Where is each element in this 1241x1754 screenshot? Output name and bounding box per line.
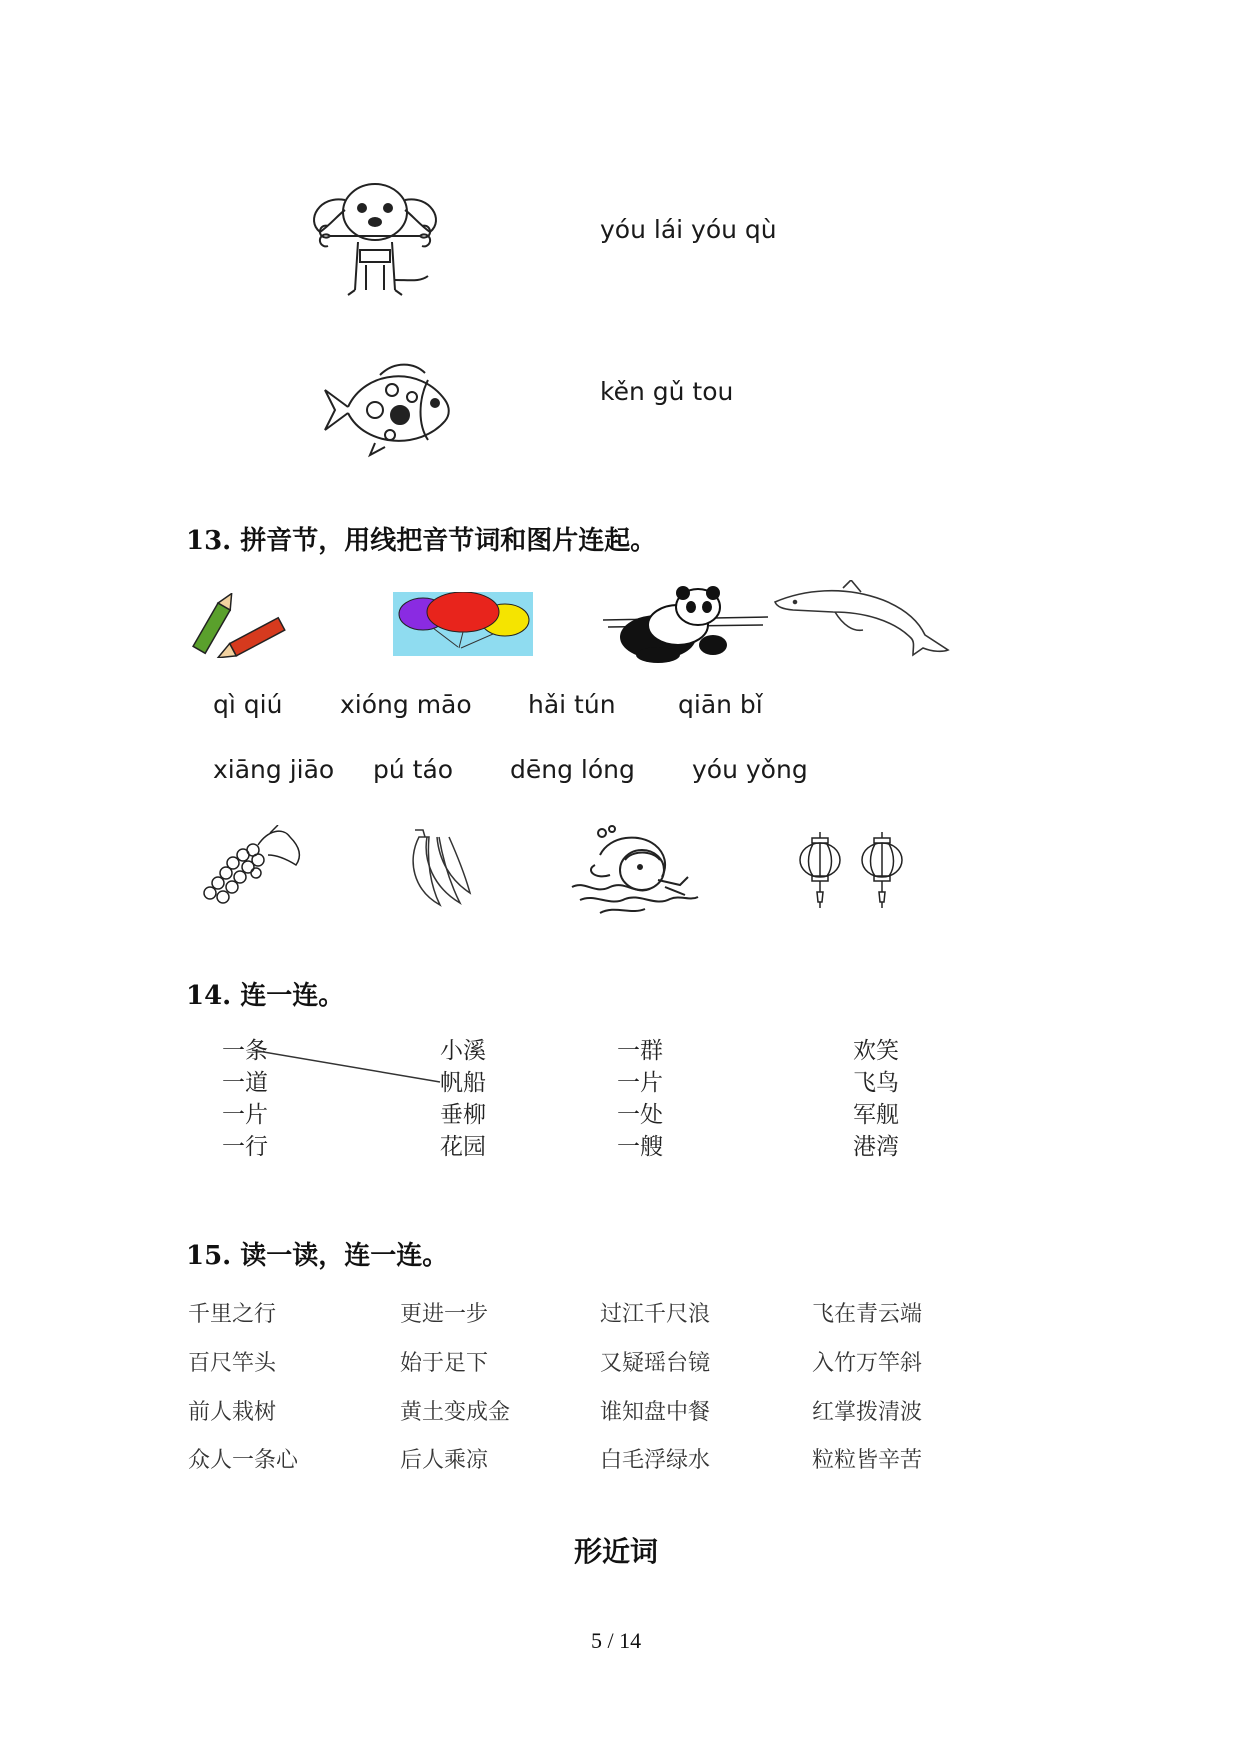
section-title: 形近词 — [574, 1535, 659, 1568]
q15-item[interactable]: 白毛浮绿水 — [600, 1448, 711, 1473]
q14-word[interactable]: 一条 — [222, 1038, 268, 1064]
q15-item[interactable]: 众人一条心 — [188, 1448, 299, 1473]
q14-word[interactable]: 一片 — [222, 1102, 268, 1128]
pinyin-you-yong: yóu yǒng — [692, 755, 808, 784]
q15-item[interactable]: 黄土变成金 — [400, 1400, 511, 1425]
pinyin-xiang-jiao: xiāng jiāo — [213, 755, 335, 784]
q14-word[interactable]: 一艘 — [617, 1134, 663, 1160]
q15-item[interactable]: 粒粒皆辛苦 — [812, 1448, 923, 1473]
q15-item[interactable]: 始于足下 — [400, 1351, 489, 1376]
pinyin-deng-long: dēng lóng — [510, 755, 635, 784]
pinyin-qian-bi: qiān bǐ — [678, 690, 763, 719]
pinyin-dog: yóu lái yóu qù — [600, 215, 777, 244]
q15-item[interactable]: 谁知盘中餐 — [600, 1400, 711, 1425]
q14-word[interactable]: 欢笑 — [853, 1038, 899, 1064]
q15-item[interactable]: 百尺竿头 — [188, 1351, 277, 1376]
pinyin-hai-tun: hǎi tún — [528, 690, 616, 719]
q14-word[interactable]: 小溪 — [440, 1038, 486, 1064]
q15-item[interactable]: 飞在青云端 — [812, 1302, 923, 1327]
q14-word[interactable]: 飞鸟 — [853, 1070, 899, 1096]
q14-word[interactable]: 一道 — [222, 1070, 268, 1096]
q14-word[interactable]: 垂柳 — [440, 1102, 486, 1128]
q15-item[interactable]: 前人栽树 — [188, 1400, 277, 1425]
q14-word[interactable]: 军舰 — [853, 1102, 899, 1128]
q15-item[interactable]: 又疑瑶台镜 — [600, 1351, 711, 1376]
q14-word[interactable]: 港湾 — [853, 1134, 899, 1160]
q15-item[interactable]: 过江千尺浪 — [600, 1302, 711, 1327]
page-number: 5 / 14 — [591, 1628, 642, 1653]
pinyin-xiong-mao: xióng māo — [340, 690, 472, 719]
q14-word[interactable]: 帆船 — [440, 1070, 486, 1096]
pinyin-pu-tao: pú táo — [373, 755, 454, 784]
question-13-heading: 13. 拼音节，用线把音节词和图片连起。 — [186, 526, 657, 556]
q14-word[interactable]: 一片 — [617, 1070, 663, 1096]
pinyin-qi-qiu: qì qiú — [213, 690, 283, 719]
q14-word[interactable]: 花园 — [440, 1134, 486, 1160]
question-14-heading: 14. 连一连。 — [186, 981, 345, 1011]
q15-item[interactable]: 红掌拨清波 — [812, 1400, 923, 1425]
q15-item[interactable]: 更进一步 — [400, 1302, 489, 1327]
q14-word[interactable]: 一处 — [617, 1102, 663, 1128]
q14-word[interactable]: 一群 — [617, 1038, 663, 1064]
q15-item[interactable]: 后人乘凉 — [400, 1448, 489, 1473]
question-15-heading: 15. 读一读，连一连。 — [186, 1241, 449, 1271]
q14-word[interactable]: 一行 — [222, 1134, 268, 1160]
q15-item[interactable]: 千里之行 — [188, 1302, 277, 1327]
q15-item[interactable]: 入竹万竿斜 — [812, 1351, 923, 1376]
pinyin-fish: kěn gǔ tou — [600, 377, 734, 406]
